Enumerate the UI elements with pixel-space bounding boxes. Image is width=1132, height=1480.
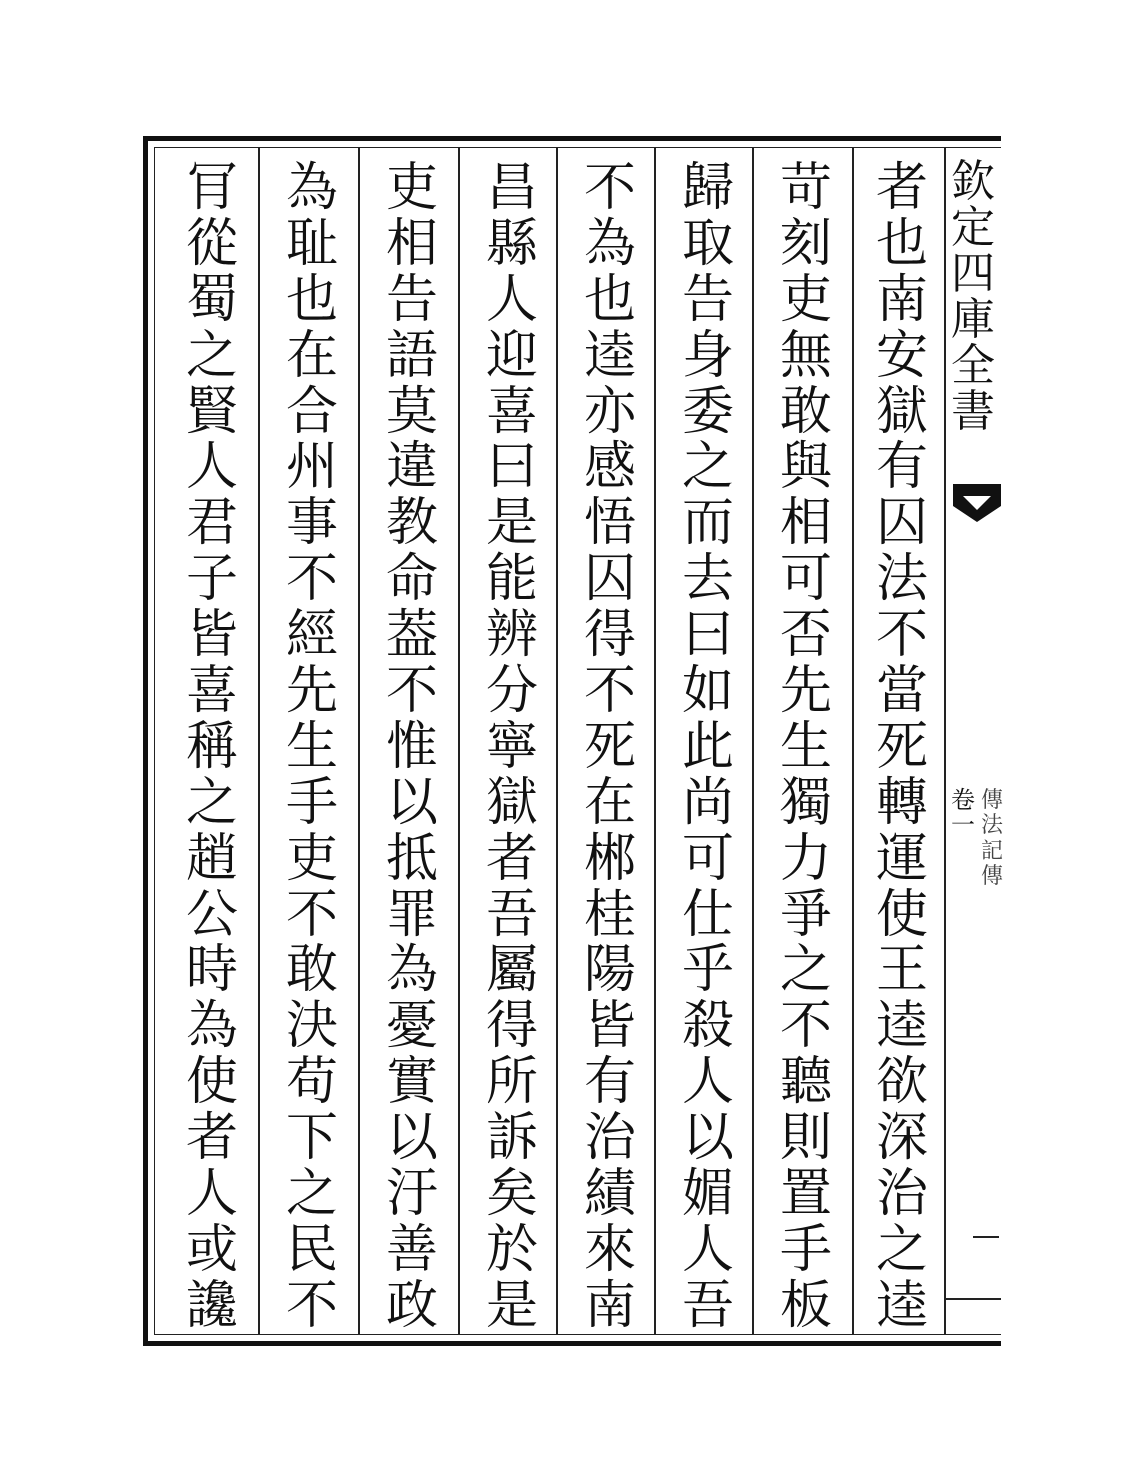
character: 敢 bbox=[779, 381, 832, 442]
character: 死 bbox=[583, 716, 636, 777]
character: 子 bbox=[185, 549, 238, 610]
character: 與 bbox=[779, 437, 832, 498]
character: 無 bbox=[779, 325, 832, 386]
character: 使 bbox=[185, 1052, 238, 1113]
character: 從 bbox=[185, 213, 238, 274]
character: 吏 bbox=[285, 828, 338, 889]
character: 逵 bbox=[875, 996, 928, 1057]
character: 不 bbox=[583, 661, 636, 722]
character: 使 bbox=[875, 884, 928, 945]
character: 人 bbox=[185, 1164, 238, 1225]
character: 曰 bbox=[681, 605, 734, 666]
margin-character: 書 bbox=[951, 386, 995, 437]
margin-character: 庫 bbox=[951, 294, 995, 345]
character: 者 bbox=[485, 828, 538, 889]
character: 委 bbox=[681, 381, 734, 442]
character: 吏 bbox=[779, 269, 832, 330]
character: 有 bbox=[875, 437, 928, 498]
character: 政 bbox=[385, 1275, 438, 1336]
character: 時 bbox=[185, 940, 238, 1001]
character: 下 bbox=[285, 1108, 338, 1169]
character: 者 bbox=[875, 158, 928, 218]
character: 能 bbox=[485, 549, 538, 610]
character: 獄 bbox=[485, 772, 538, 833]
character: 莫 bbox=[385, 381, 438, 442]
character: 欲 bbox=[875, 1052, 928, 1113]
character: 皆 bbox=[185, 605, 238, 666]
column-divider bbox=[258, 148, 260, 1334]
character: 惟 bbox=[385, 716, 438, 777]
character: 者 bbox=[185, 1108, 238, 1169]
character: 實 bbox=[385, 1052, 438, 1113]
character: 命 bbox=[385, 549, 438, 610]
character: 之 bbox=[185, 772, 238, 833]
character: 得 bbox=[485, 996, 538, 1057]
character: 尚 bbox=[681, 772, 734, 833]
character: 也 bbox=[875, 213, 928, 274]
character: 可 bbox=[681, 828, 734, 889]
character: 葢 bbox=[385, 605, 438, 666]
character: 先 bbox=[285, 661, 338, 722]
character: 桂 bbox=[583, 884, 636, 945]
character: 力 bbox=[779, 828, 832, 889]
character: 安 bbox=[875, 325, 928, 386]
margin-character: 四 bbox=[951, 248, 995, 299]
character: 曰 bbox=[485, 437, 538, 498]
character: 為 bbox=[285, 158, 338, 218]
character: 合 bbox=[285, 381, 338, 442]
character: 相 bbox=[779, 493, 832, 554]
character: 昌 bbox=[485, 158, 538, 218]
character: 先 bbox=[779, 661, 832, 722]
character: 之 bbox=[285, 1164, 338, 1225]
character: 於 bbox=[485, 1219, 538, 1280]
character: 為 bbox=[185, 996, 238, 1057]
character: 人 bbox=[485, 269, 538, 330]
character: 君 bbox=[185, 493, 238, 554]
character: 寧 bbox=[485, 716, 538, 777]
character: 逵 bbox=[583, 325, 636, 386]
character: 也 bbox=[285, 269, 338, 330]
character: 王 bbox=[875, 940, 928, 1001]
character: 以 bbox=[385, 1108, 438, 1169]
character: 事 bbox=[285, 493, 338, 554]
character: 或 bbox=[185, 1219, 238, 1280]
character: 不 bbox=[285, 549, 338, 610]
character: 吾 bbox=[681, 1275, 734, 1336]
character: 囚 bbox=[875, 493, 928, 554]
page-margin-strip bbox=[945, 148, 1004, 1334]
character: 以 bbox=[385, 772, 438, 833]
character: 手 bbox=[779, 1219, 832, 1280]
character: 置 bbox=[779, 1164, 832, 1225]
margin-character: 全 bbox=[951, 340, 995, 391]
character: 相 bbox=[385, 213, 438, 274]
character: 乎 bbox=[681, 940, 734, 1001]
book-title bbox=[981, 788, 1003, 889]
margin-character: 法 bbox=[981, 813, 1004, 839]
character: 汙 bbox=[385, 1164, 438, 1225]
character: 不 bbox=[285, 1275, 338, 1336]
character: 南 bbox=[583, 1275, 636, 1336]
character: 不 bbox=[779, 996, 832, 1057]
character: 耻 bbox=[285, 213, 338, 274]
character: 憂 bbox=[385, 996, 438, 1057]
character: 為 bbox=[583, 213, 636, 274]
character: 抵 bbox=[385, 828, 438, 889]
collection-title bbox=[945, 156, 1001, 437]
character: 刻 bbox=[779, 213, 832, 274]
character: 獄 bbox=[875, 381, 928, 442]
character: 悟 bbox=[583, 493, 636, 554]
character: 則 bbox=[779, 1108, 832, 1169]
character: 不 bbox=[583, 158, 636, 218]
character: 身 bbox=[681, 325, 734, 386]
character: 囚 bbox=[583, 549, 636, 610]
character: 州 bbox=[285, 437, 338, 498]
character: 稱 bbox=[185, 716, 238, 777]
character: 教 bbox=[385, 493, 438, 554]
character: 語 bbox=[385, 325, 438, 386]
margin-character: 定 bbox=[951, 202, 995, 253]
column-divider bbox=[358, 148, 360, 1334]
character: 喜 bbox=[185, 661, 238, 722]
margin-character: 卷 bbox=[951, 786, 975, 814]
text-column bbox=[672, 158, 744, 1336]
character: 辨 bbox=[485, 605, 538, 666]
character: 不 bbox=[385, 661, 438, 722]
character: 人 bbox=[185, 437, 238, 498]
character: 不 bbox=[875, 605, 928, 666]
text-column bbox=[276, 158, 348, 1336]
character: 屬 bbox=[485, 940, 538, 1001]
character: 之 bbox=[185, 325, 238, 386]
character: 轉 bbox=[875, 772, 928, 833]
character: 治 bbox=[583, 1108, 636, 1169]
character: 賢 bbox=[185, 381, 238, 442]
margin-character: 一 bbox=[951, 811, 975, 840]
character: 績 bbox=[583, 1164, 636, 1225]
character: 民 bbox=[285, 1219, 338, 1280]
character: 感 bbox=[583, 437, 636, 498]
character: 敢 bbox=[285, 940, 338, 1001]
column-divider bbox=[852, 148, 854, 1334]
character: 板 bbox=[779, 1275, 832, 1336]
character: 喜 bbox=[485, 381, 538, 442]
character: 人 bbox=[681, 1052, 734, 1113]
character: 蜀 bbox=[185, 269, 238, 330]
character: 是 bbox=[485, 493, 538, 554]
character: 也 bbox=[583, 269, 636, 330]
column-divider bbox=[654, 148, 656, 1334]
character: 以 bbox=[681, 1108, 734, 1169]
margin-character: 傳 bbox=[981, 788, 1004, 813]
character: 讒 bbox=[185, 1275, 238, 1336]
character: 殺 bbox=[681, 996, 734, 1057]
fish-tail-mark-icon bbox=[953, 484, 1001, 524]
character: 聽 bbox=[779, 1052, 832, 1113]
character: 可 bbox=[779, 549, 832, 610]
text-column bbox=[574, 158, 646, 1336]
character: 法 bbox=[875, 549, 928, 610]
character: 所 bbox=[485, 1052, 538, 1113]
character: 否 bbox=[779, 605, 832, 666]
character: 如 bbox=[681, 661, 734, 722]
character: 生 bbox=[779, 716, 832, 777]
character: 仕 bbox=[681, 884, 734, 945]
character: 之 bbox=[681, 437, 734, 498]
character: 訴 bbox=[485, 1108, 538, 1169]
character: 運 bbox=[875, 828, 928, 889]
text-column bbox=[376, 158, 448, 1336]
character: 逵 bbox=[875, 1275, 928, 1336]
character: 取 bbox=[681, 213, 734, 274]
character: 決 bbox=[285, 996, 338, 1057]
character: 當 bbox=[875, 661, 928, 722]
character: 此 bbox=[681, 716, 734, 777]
character: 皆 bbox=[583, 996, 636, 1057]
character: 是 bbox=[485, 1275, 538, 1336]
character: 肎 bbox=[185, 158, 238, 218]
margin-character: 傳 bbox=[981, 863, 1004, 889]
column-divider bbox=[556, 148, 558, 1334]
character: 告 bbox=[681, 269, 734, 330]
column-divider bbox=[752, 148, 754, 1334]
character: 媚 bbox=[681, 1164, 734, 1225]
character: 公 bbox=[185, 884, 238, 945]
character: 亦 bbox=[583, 381, 636, 442]
character: 為 bbox=[385, 940, 438, 1001]
character: 南 bbox=[875, 269, 928, 330]
character: 趙 bbox=[185, 828, 238, 889]
character: 分 bbox=[485, 661, 538, 722]
character: 生 bbox=[285, 716, 338, 777]
text-column bbox=[770, 158, 842, 1336]
character: 苟 bbox=[285, 1052, 338, 1113]
character: 深 bbox=[875, 1108, 928, 1169]
character: 有 bbox=[583, 1052, 636, 1113]
character: 苛 bbox=[779, 158, 832, 218]
character: 在 bbox=[583, 772, 636, 833]
margin-rule bbox=[945, 1298, 1001, 1300]
margin-character: 欽 bbox=[951, 156, 995, 207]
character: 罪 bbox=[385, 884, 438, 945]
character: 之 bbox=[779, 940, 832, 1001]
character: 不 bbox=[285, 884, 338, 945]
column-divider bbox=[458, 148, 460, 1334]
character: 之 bbox=[875, 1219, 928, 1280]
character: 經 bbox=[285, 605, 338, 666]
character: 治 bbox=[875, 1164, 928, 1225]
character: 死 bbox=[875, 716, 928, 777]
character: 在 bbox=[285, 325, 338, 386]
character: 而 bbox=[681, 493, 734, 554]
character: 善 bbox=[385, 1219, 438, 1280]
character: 獨 bbox=[779, 772, 832, 833]
character: 陽 bbox=[583, 940, 636, 1001]
text-column bbox=[866, 158, 938, 1336]
text-column bbox=[476, 158, 548, 1336]
character: 縣 bbox=[485, 213, 538, 274]
character: 郴 bbox=[583, 828, 636, 889]
character: 違 bbox=[385, 437, 438, 498]
character: 得 bbox=[583, 605, 636, 666]
character: 人 bbox=[681, 1219, 734, 1280]
character: 來 bbox=[583, 1219, 636, 1280]
character: 矣 bbox=[485, 1164, 538, 1225]
character: 迎 bbox=[485, 325, 538, 386]
volume-label bbox=[951, 788, 975, 838]
character: 歸 bbox=[681, 158, 734, 218]
character: 爭 bbox=[779, 884, 832, 945]
character: 去 bbox=[681, 549, 734, 610]
character: 吾 bbox=[485, 884, 538, 945]
margin-character: 記 bbox=[981, 838, 1004, 864]
text-column bbox=[176, 158, 248, 1336]
page-number-mark bbox=[973, 1236, 999, 1238]
character: 告 bbox=[385, 269, 438, 330]
character: 吏 bbox=[385, 158, 438, 218]
character: 手 bbox=[285, 772, 338, 833]
